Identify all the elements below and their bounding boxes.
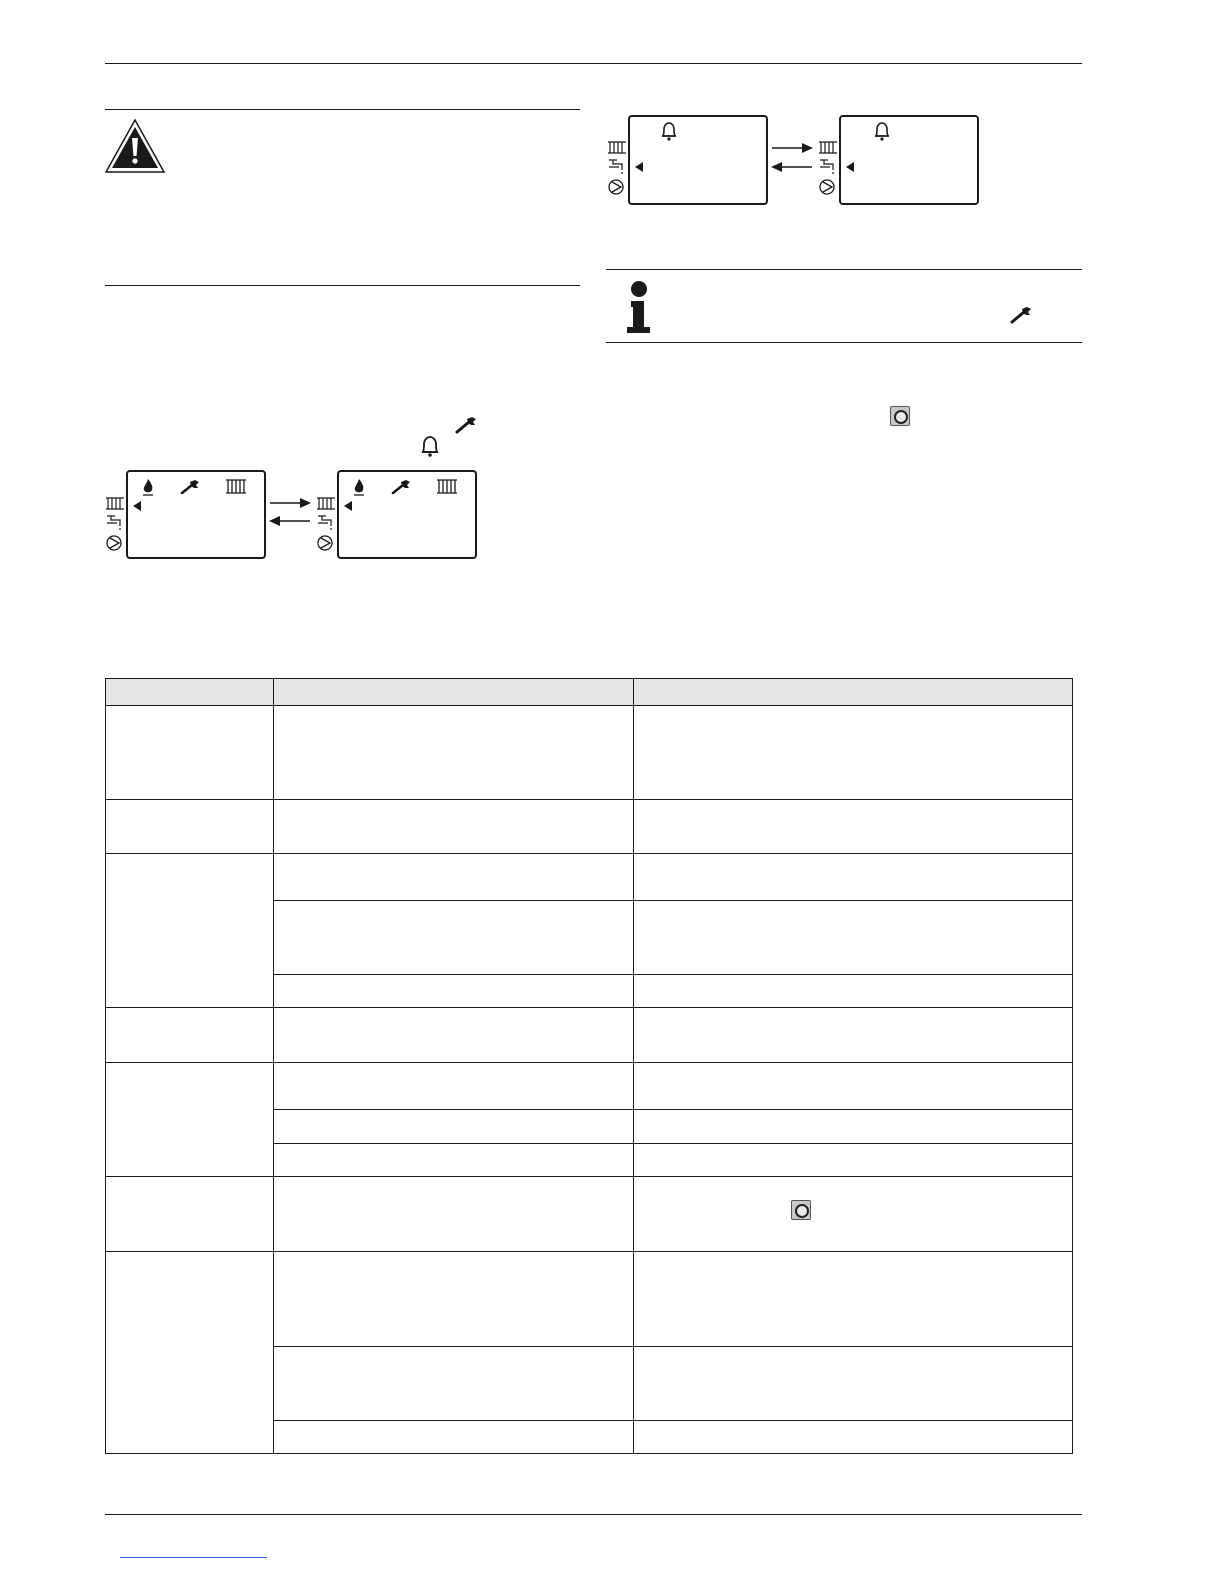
wrench-icon (182, 480, 199, 493)
table-row (106, 854, 1073, 901)
lcd-display-left-1 (126, 470, 266, 559)
cursor-arrow-icon (845, 161, 855, 173)
table-row (106, 1252, 1073, 1347)
table-header-row (106, 679, 1073, 706)
cursor-arrow-icon (634, 161, 644, 173)
footer-link-underline[interactable] (120, 1557, 267, 1558)
bell-icon (660, 121, 678, 141)
fault-table (105, 678, 1073, 1454)
radiator-icon (608, 142, 626, 153)
bell-icon (873, 121, 891, 141)
warning-triangle-icon (104, 118, 166, 174)
flame-icon (143, 479, 153, 495)
table-row (106, 1177, 1073, 1252)
arrow-right-icon (268, 496, 312, 510)
radiator-icon (106, 498, 124, 509)
info-icon (622, 279, 656, 335)
column-header (106, 679, 274, 706)
lcd-display-right-1 (628, 115, 768, 205)
cursor-arrow-icon (343, 500, 353, 512)
radiator-icon (437, 480, 457, 493)
table-row (106, 1063, 1073, 1110)
footer-rule (105, 1514, 1082, 1515)
pump-icon (820, 180, 834, 194)
warning-top-rule (105, 109, 580, 110)
tap-icon (820, 160, 833, 174)
tap-icon (107, 516, 120, 530)
arrow-right-icon (770, 141, 814, 155)
display-side-icons (817, 140, 839, 198)
display-side-icons (104, 496, 126, 554)
tap-icon (609, 160, 622, 174)
radiator-icon (317, 498, 335, 509)
wrench-icon (455, 416, 477, 434)
arrow-left-icon (268, 514, 312, 528)
display-side-icons (606, 140, 628, 198)
pump-icon (609, 180, 623, 194)
pump-icon (107, 536, 121, 550)
radiator-icon (226, 480, 246, 493)
info-bottom-rule (606, 342, 1082, 343)
radiator-icon (819, 142, 837, 153)
knob-button-icon (791, 1200, 811, 1220)
bell-icon (419, 434, 441, 458)
wrench-icon (1010, 306, 1032, 324)
header-rule (105, 63, 1082, 64)
wrench-icon (393, 480, 410, 493)
table-row (106, 800, 1073, 854)
display-side-icons (315, 496, 337, 554)
column-header (274, 679, 634, 706)
table-row (106, 706, 1073, 800)
column-header (634, 679, 1073, 706)
info-top-rule (606, 269, 1082, 270)
warning-bottom-rule (105, 285, 580, 286)
arrow-left-icon (770, 160, 814, 174)
lcd-display-right-2 (839, 115, 979, 205)
flame-icon (354, 479, 364, 495)
table-row (106, 1008, 1073, 1063)
knob-button-icon (890, 406, 910, 431)
tap-icon (318, 516, 331, 530)
lcd-display-left-2 (337, 470, 477, 559)
pump-icon (318, 536, 332, 550)
cursor-arrow-icon (132, 500, 142, 512)
